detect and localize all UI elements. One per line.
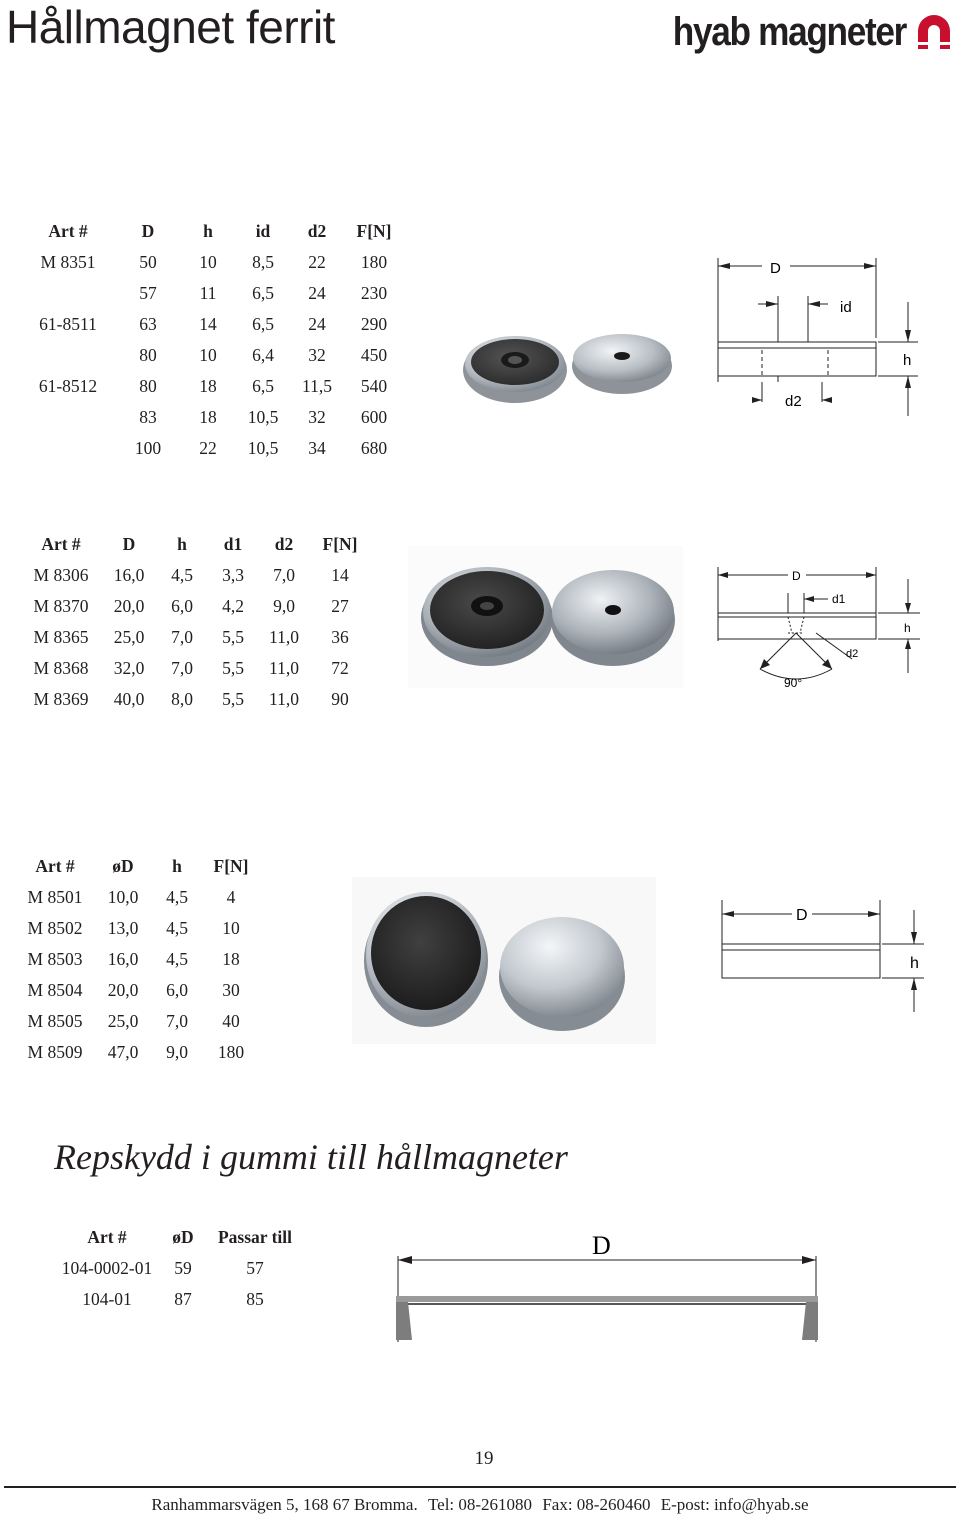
table-cell: 11 <box>199 283 217 303</box>
column-header: h <box>203 221 213 241</box>
label-d2: d2 <box>785 393 802 410</box>
footer-address: Ranhammarsvägen 5, 168 67 Bromma. <box>151 1495 418 1514</box>
table-cell: 10,5 <box>247 438 279 458</box>
table-cell: 24 <box>308 314 326 334</box>
table-cell <box>32 340 104 371</box>
table-cell: 11,0 <box>269 658 299 678</box>
table-cell: 57 <box>139 283 157 303</box>
table-cell: 32,0 <box>113 658 145 678</box>
column-header: Art # <box>87 1227 127 1247</box>
product-photo-magnets-flat <box>408 546 683 688</box>
table-cell: 22 <box>199 438 217 458</box>
table-cell: 18 <box>199 407 217 427</box>
label-d2: d2 <box>846 648 859 660</box>
table-cell: 6,5 <box>252 283 274 303</box>
table-cell: 4,5 <box>171 565 193 585</box>
table-cell: 290 <box>360 314 388 334</box>
table-row <box>32 371 416 402</box>
table-header-row <box>52 1222 306 1253</box>
table-cell: 600 <box>360 407 388 427</box>
table-cell: 25,0 <box>107 1011 139 1031</box>
table-row <box>28 622 378 653</box>
table-cell: M 8368 <box>33 658 89 678</box>
table-cell: 57 <box>246 1258 264 1278</box>
table-cell: 83 <box>139 407 157 427</box>
label-D: D <box>770 260 781 277</box>
horseshoe-magnet-icon <box>916 15 952 51</box>
table-cell: 32 <box>308 345 326 365</box>
section-title-rope-protection: Repskydd i gummi till hållmagneter <box>54 1137 568 1177</box>
table-row <box>22 1006 266 1037</box>
table-cell: 18 <box>222 949 240 969</box>
table-cell: 5,5 <box>222 658 244 678</box>
column-header: D <box>122 534 136 554</box>
table-cell: 5,5 <box>222 689 244 709</box>
table-cell: 6,4 <box>252 345 274 365</box>
footer-fax: Fax: 08-260460 <box>542 1495 651 1514</box>
footer-contact <box>0 1495 960 1515</box>
footer-tel: Tel: 08-261080 <box>427 1495 533 1514</box>
table-cell: 9,0 <box>166 1042 188 1062</box>
label-h: h <box>910 955 919 972</box>
label-D: D <box>796 907 808 924</box>
column-header: d2 <box>307 221 327 241</box>
column-header: h <box>172 856 182 876</box>
table-cell: M 8369 <box>33 689 89 709</box>
table-cell: 59 <box>174 1258 192 1278</box>
table-cell: 4,2 <box>222 596 244 616</box>
table-cell: 4,5 <box>166 949 188 969</box>
table-cell: 540 <box>360 376 388 396</box>
dimension-diagram-2 <box>712 563 927 693</box>
table-cell: 40,0 <box>113 689 145 709</box>
footer-divider <box>4 1486 956 1488</box>
table-row <box>28 560 378 591</box>
column-header: F[N] <box>322 534 358 554</box>
table-header-row <box>28 529 378 560</box>
table-row <box>32 340 416 371</box>
table-cell: 22 <box>308 252 326 272</box>
column-header: id <box>255 221 271 241</box>
table-cell: 6,5 <box>252 376 274 396</box>
table-cell: M 8503 <box>27 949 83 969</box>
table-cell: 10,0 <box>107 887 139 907</box>
column-header: d2 <box>274 534 294 554</box>
table-cell: 47,0 <box>107 1042 139 1062</box>
label-D: D <box>592 1231 611 1260</box>
table-header-row <box>32 216 416 247</box>
table-cell: M 8351 <box>40 252 96 272</box>
table-row <box>52 1253 306 1284</box>
table-cell: 3,3 <box>222 565 244 585</box>
table-row <box>28 591 378 622</box>
table-cell: 8,5 <box>252 252 274 272</box>
footer-email: E-post: info@hyab.se <box>660 1495 809 1514</box>
table-row <box>32 309 416 340</box>
table-cell: 180 <box>360 252 388 272</box>
spec-table-rope-protection <box>52 1222 306 1315</box>
table-cell: 87 <box>174 1289 192 1309</box>
label-h: h <box>903 352 912 369</box>
table-cell: 63 <box>139 314 157 334</box>
table-cell: 61-8512 <box>38 376 98 396</box>
table-cell: M 8509 <box>27 1042 83 1062</box>
table-cell: 11,0 <box>269 689 299 709</box>
label-D: D <box>792 569 801 583</box>
table-cell: 14 <box>199 314 217 334</box>
column-header: Art # <box>41 534 81 554</box>
table-row <box>32 402 416 433</box>
column-header: D <box>141 221 155 241</box>
table-cell: 10,5 <box>247 407 279 427</box>
column-header: F[N] <box>213 856 249 876</box>
spec-table-1 <box>32 216 416 464</box>
table-cell: 4,5 <box>166 918 188 938</box>
table-cell: 20,0 <box>107 980 139 1000</box>
table-row <box>32 433 416 464</box>
table-cell: 30 <box>222 980 240 1000</box>
column-header: F[N] <box>356 221 392 241</box>
table-cell <box>32 433 104 464</box>
table-cell: 450 <box>360 345 388 365</box>
table-cell: M 8505 <box>27 1011 83 1031</box>
label-h: h <box>904 621 911 635</box>
table-cell: 230 <box>360 283 388 303</box>
table-cell: 7,0 <box>273 565 295 585</box>
column-header: d1 <box>223 534 243 554</box>
table-cell: 104-0002-01 <box>61 1258 153 1278</box>
table-cell <box>32 278 104 309</box>
table-cell: 10 <box>199 252 217 272</box>
dimension-diagram-rope-protection <box>392 1226 822 1346</box>
table-cell: 14 <box>331 565 349 585</box>
table-cell: 18 <box>199 376 217 396</box>
table-cell: 20,0 <box>113 596 145 616</box>
table-cell: 85 <box>246 1289 264 1309</box>
table-cell: M 8306 <box>33 565 89 585</box>
table-cell: 10 <box>222 918 240 938</box>
table-cell: M 8502 <box>27 918 83 938</box>
label-angle: 90° <box>784 676 803 690</box>
table-cell: 180 <box>217 1042 245 1062</box>
table-cell: 27 <box>331 596 349 616</box>
table-cell: 90 <box>331 689 349 709</box>
label-d1: d1 <box>832 592 846 606</box>
product-photo-magnets-cup <box>352 877 656 1044</box>
table-row <box>28 684 378 715</box>
column-header: øD <box>172 1227 194 1247</box>
column-header: Passar till <box>217 1227 293 1247</box>
table-cell: 72 <box>331 658 349 678</box>
column-header: Art # <box>35 856 75 876</box>
table-cell: 11,0 <box>269 627 299 647</box>
table-cell: 8,0 <box>171 689 193 709</box>
table-cell: 32 <box>308 407 326 427</box>
table-cell: M 8370 <box>33 596 89 616</box>
table-row <box>32 247 416 278</box>
spec-table-2 <box>28 529 378 715</box>
column-header: Art # <box>48 221 88 241</box>
table-cell: 50 <box>139 252 157 272</box>
table-cell: 7,0 <box>166 1011 188 1031</box>
product-photo-magnets-countersunk <box>460 320 675 410</box>
dimension-diagram-3 <box>716 896 931 1016</box>
table-cell: 61-8511 <box>39 314 97 334</box>
brand-name: hyab magneter <box>672 10 906 54</box>
label-id: id <box>840 299 852 316</box>
table-cell: M 8501 <box>27 887 83 907</box>
table-cell: 6,0 <box>171 596 193 616</box>
table-cell: 36 <box>331 627 349 647</box>
spec-table-3 <box>22 851 266 1068</box>
table-cell: M 8504 <box>27 980 83 1000</box>
table-cell: 11,5 <box>302 376 332 396</box>
table-cell: 16,0 <box>113 565 145 585</box>
table-row <box>22 975 266 1006</box>
brand-logo <box>641 10 952 55</box>
table-cell: 7,0 <box>171 658 193 678</box>
table-row <box>52 1284 306 1315</box>
table-cell: 16,0 <box>107 949 139 969</box>
table-cell: 25,0 <box>113 627 145 647</box>
table-cell: 100 <box>134 438 162 458</box>
table-cell: 680 <box>360 438 388 458</box>
table-cell <box>32 402 104 433</box>
table-cell: 6,5 <box>252 314 274 334</box>
table-cell: 13,0 <box>107 918 139 938</box>
table-cell: 7,0 <box>171 627 193 647</box>
table-cell: 104-01 <box>82 1289 132 1309</box>
table-cell: 9,0 <box>273 596 295 616</box>
table-cell: 80 <box>139 376 157 396</box>
table-cell: 10 <box>199 345 217 365</box>
table-cell: 4,5 <box>166 887 188 907</box>
table-cell: 24 <box>308 283 326 303</box>
table-row <box>22 1037 266 1068</box>
table-cell: 34 <box>308 438 326 458</box>
table-row <box>32 278 416 309</box>
table-cell: 5,5 <box>222 627 244 647</box>
table-cell: 6,0 <box>166 980 188 1000</box>
table-cell: M 8365 <box>33 627 89 647</box>
column-header: øD <box>112 856 134 876</box>
table-row <box>22 944 266 975</box>
table-cell: 80 <box>139 345 157 365</box>
table-row <box>28 653 378 684</box>
table-cell: 40 <box>222 1011 240 1031</box>
column-header: h <box>177 534 187 554</box>
table-cell: 4 <box>226 887 236 907</box>
page-title: Hållmagnet ferrit <box>6 1 335 53</box>
table-header-row <box>22 851 266 882</box>
table-row <box>22 882 266 913</box>
dimension-diagram-1 <box>712 252 922 422</box>
table-row <box>22 913 266 944</box>
page-number: 19 <box>474 1448 494 1469</box>
